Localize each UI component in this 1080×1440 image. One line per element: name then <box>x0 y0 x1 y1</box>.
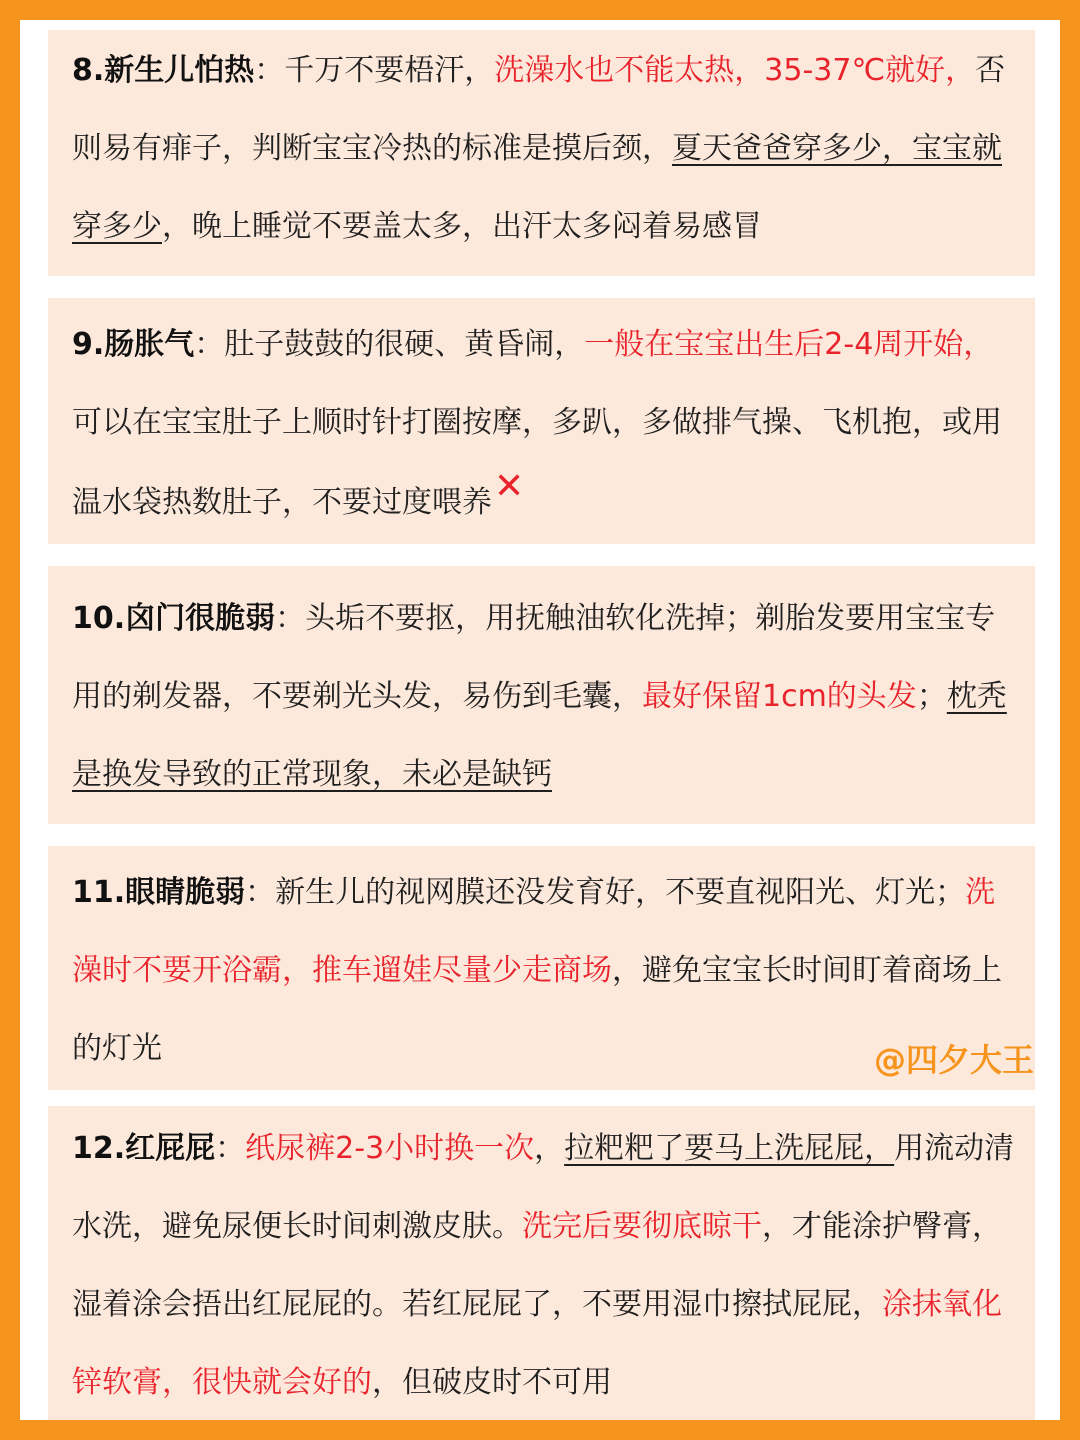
tip-text: 可以在宝宝肚子上顺时针打圈按摩，多趴，多做排气操、飞机抱，或用温水袋热数肚子，不要过度喂养 <box>72 405 1002 520</box>
separator: ： <box>215 1131 246 1166</box>
tip-text: 肚子鼓鼓的很硬、黄昏闹， <box>224 327 585 362</box>
underlined-text: 枕秃是换发导致的正常现象，未必是缺钙 <box>72 679 1007 792</box>
separator: ： <box>194 327 225 362</box>
author-watermark: @四夕大王 <box>873 1041 1034 1079</box>
tip-title: 12.红屁屁 <box>72 1131 216 1166</box>
tip-title: 10.囟门很脆弱 <box>72 601 276 636</box>
tip-title: 8.新生儿怕热 <box>72 53 255 88</box>
highlight-text: 一般在宝宝出生后2-4周开始， <box>584 327 994 362</box>
tip-text: 否则易有痱子，判断宝宝冷热的标准是摸后颈， <box>72 53 1006 166</box>
underlined-text: 夏天爸爸穿多少，宝宝就穿多少 <box>72 131 1002 244</box>
tip-text-9 <box>72 306 1015 542</box>
tip-text: ， <box>534 1131 565 1166</box>
tip-text: 头垢不要抠，用抚触油软化洗掉；剃胎发要用宝宝专用的剃发器，不要剃光头发，易伤到毛囊， <box>72 601 996 714</box>
highlight-text: 洗澡水也不能太热，35-37℃就好， <box>494 53 976 88</box>
tip-text-8 <box>72 32 1015 266</box>
tip-title: 11.眼睛脆弱 <box>72 875 246 910</box>
highlight-text: 洗澡时不要开浴霸，推车遛娃尽量少走商场 <box>72 875 996 988</box>
tip-card-8 <box>48 30 1035 276</box>
tip-text-10 <box>72 580 1015 814</box>
separator: ： <box>275 601 306 636</box>
red-cross-mark-icon: ✕ <box>494 466 525 507</box>
highlight-text: 最好保留1cm的头发 <box>642 679 917 714</box>
tip-text: 新生儿的视网膜还没发育好，不要直视阳光、灯光； <box>275 875 966 910</box>
tip-card-10 <box>48 566 1035 824</box>
tip-text: ，晚上睡觉不要盖太多，出汗太多闷着易感冒 <box>162 209 762 244</box>
separator: ： <box>254 53 285 88</box>
tip-text: ，避免宝宝长时间盯着商场上的灯光 <box>72 953 1002 1066</box>
tip-text: ； <box>916 679 947 714</box>
tip-card-12 <box>48 1106 1035 1420</box>
tip-text: ，但破皮时不可用 <box>372 1365 612 1400</box>
highlight-text: 洗完后要彻底晾干 <box>522 1209 762 1244</box>
highlight-text: 纸尿裤2-3小时换一次 <box>245 1131 535 1166</box>
underlined-text: 拉粑粑了要马上洗屁屁， <box>564 1131 895 1166</box>
tip-text: ，才能涂护臀膏，湿着涂会捂出红屁屁的。若红屁屁了，不要用湿巾擦拭屁屁， <box>72 1209 1002 1322</box>
tip-title: 9.肠胀气 <box>72 327 195 362</box>
separator: ： <box>245 875 276 910</box>
tip-text: 千万不要梧汗， <box>284 53 495 88</box>
tip-text: 用流动清水洗，避免尿便长时间刺激皮肤。 <box>72 1131 1015 1244</box>
tip-card-9 <box>48 298 1035 544</box>
highlight-text: 涂抹氧化锌软膏，很快就会好的 <box>72 1287 1002 1400</box>
tip-text-12 <box>72 1110 1015 1422</box>
